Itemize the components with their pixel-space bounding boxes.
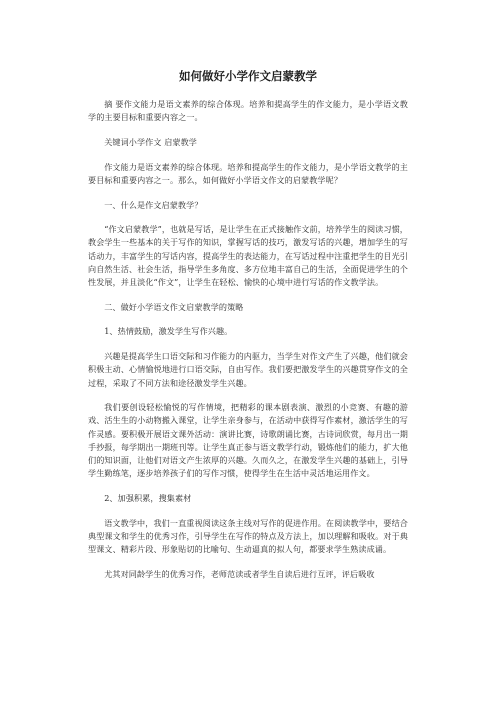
keywords-line: 关键词小学作文 启蒙教学 [104, 136, 197, 147]
body-paragraph: 我们要创设轻松愉悦的写作情境，把精彩的课本剧表演、激烈的小竞赛、有趣的游戏、活生生的小动物搬入课堂，让学生亲身参与，在活动中获得写作素材，激活学生的写作灵感。要积极开展语文课外活动：演讲比赛，诗歌朗诵比赛，古诗词欣赏，每月出一期手抄报，每学期出一期班刊等。让学生真正参与语文教学行动，锻炼他们的能力，扩大他们的知识面，让他们对语文产生浓厚的兴趣。久而久之，在激发学生兴趣的基础上，引导学生勤练笔，逐步培养孩子们的写作习惯，使得学生在生活中灵活地运用作文。 [88, 402, 408, 479]
section-heading-1: 一、什么是作文启蒙教学？ [104, 199, 203, 210]
body-paragraph: 兴趣是提高学生口语交际和习作能力的内驱力，当学生对作文产生了兴趣，他们就会积极主动、心情愉悦地进行口语交际，自由写作。我们要把激发学生的兴趣贯穿作文的全过程，采取了不同方法和途径激发学生兴趣。 [88, 351, 408, 388]
document-title: 如何做好小学作文启蒙教学 [179, 69, 317, 83]
section-heading-2: 二、做好小学语文作文启蒙教学的策略 [104, 301, 244, 312]
body-paragraph: 语文教学中，我们一直重视阅读这条主线对写作的促进作用。在阅读教学中，要结合典型课文和学生的优秀习作，引导学生在写作的特点及方法上，加以理解和吸收。对于典型课文、精彩片段、形象贴切的比喻句、生动逼真的拟人句，都要求学生熟读成诵。 [88, 517, 408, 555]
document-body [88, 98, 408, 592]
body-paragraph: “作文启蒙教学”，也就是写话，是让学生在正式接触作文前，培养学生的阅读习惯，教会学生一些基本的关于写作的知识，掌握写话的技巧，激发写话的兴趣，增加学生的写话动力，丰富学生的写话内容，提高学生的表达能力，在写话过程中注重把学生的目光引向自然生活、社会生活，指导学生多角度、多方位地丰富自己的生活，全面促进学生的个性发展，并且淡化“作文”，让学生在轻松、愉快的心境中进行写话的作文教学法。 [88, 224, 408, 288]
intro-paragraph: 作文能力是语文素养的综合体现。培养和提高学生的作文能力，是小学语文教学的主要目标和重要内容之一。那么，如何做好小学语文作文的启蒙教学呢？ [88, 161, 408, 185]
abstract-paragraph: 摘 要作文能力是语文素养的综合体现。培养和提高学生的作文能力，是小学语文教学的主要目标和重要内容之一。 [88, 99, 408, 123]
subsection-heading-2: 2、加强积累，搜集素材 [104, 492, 192, 503]
body-paragraph: 尤其对同龄学生的优秀习作，老师范读或者学生自读后进行互评，评后吸收 [104, 568, 375, 579]
subsection-heading-1: 1、热情鼓励，激发学生写作兴趣。 [104, 326, 233, 337]
